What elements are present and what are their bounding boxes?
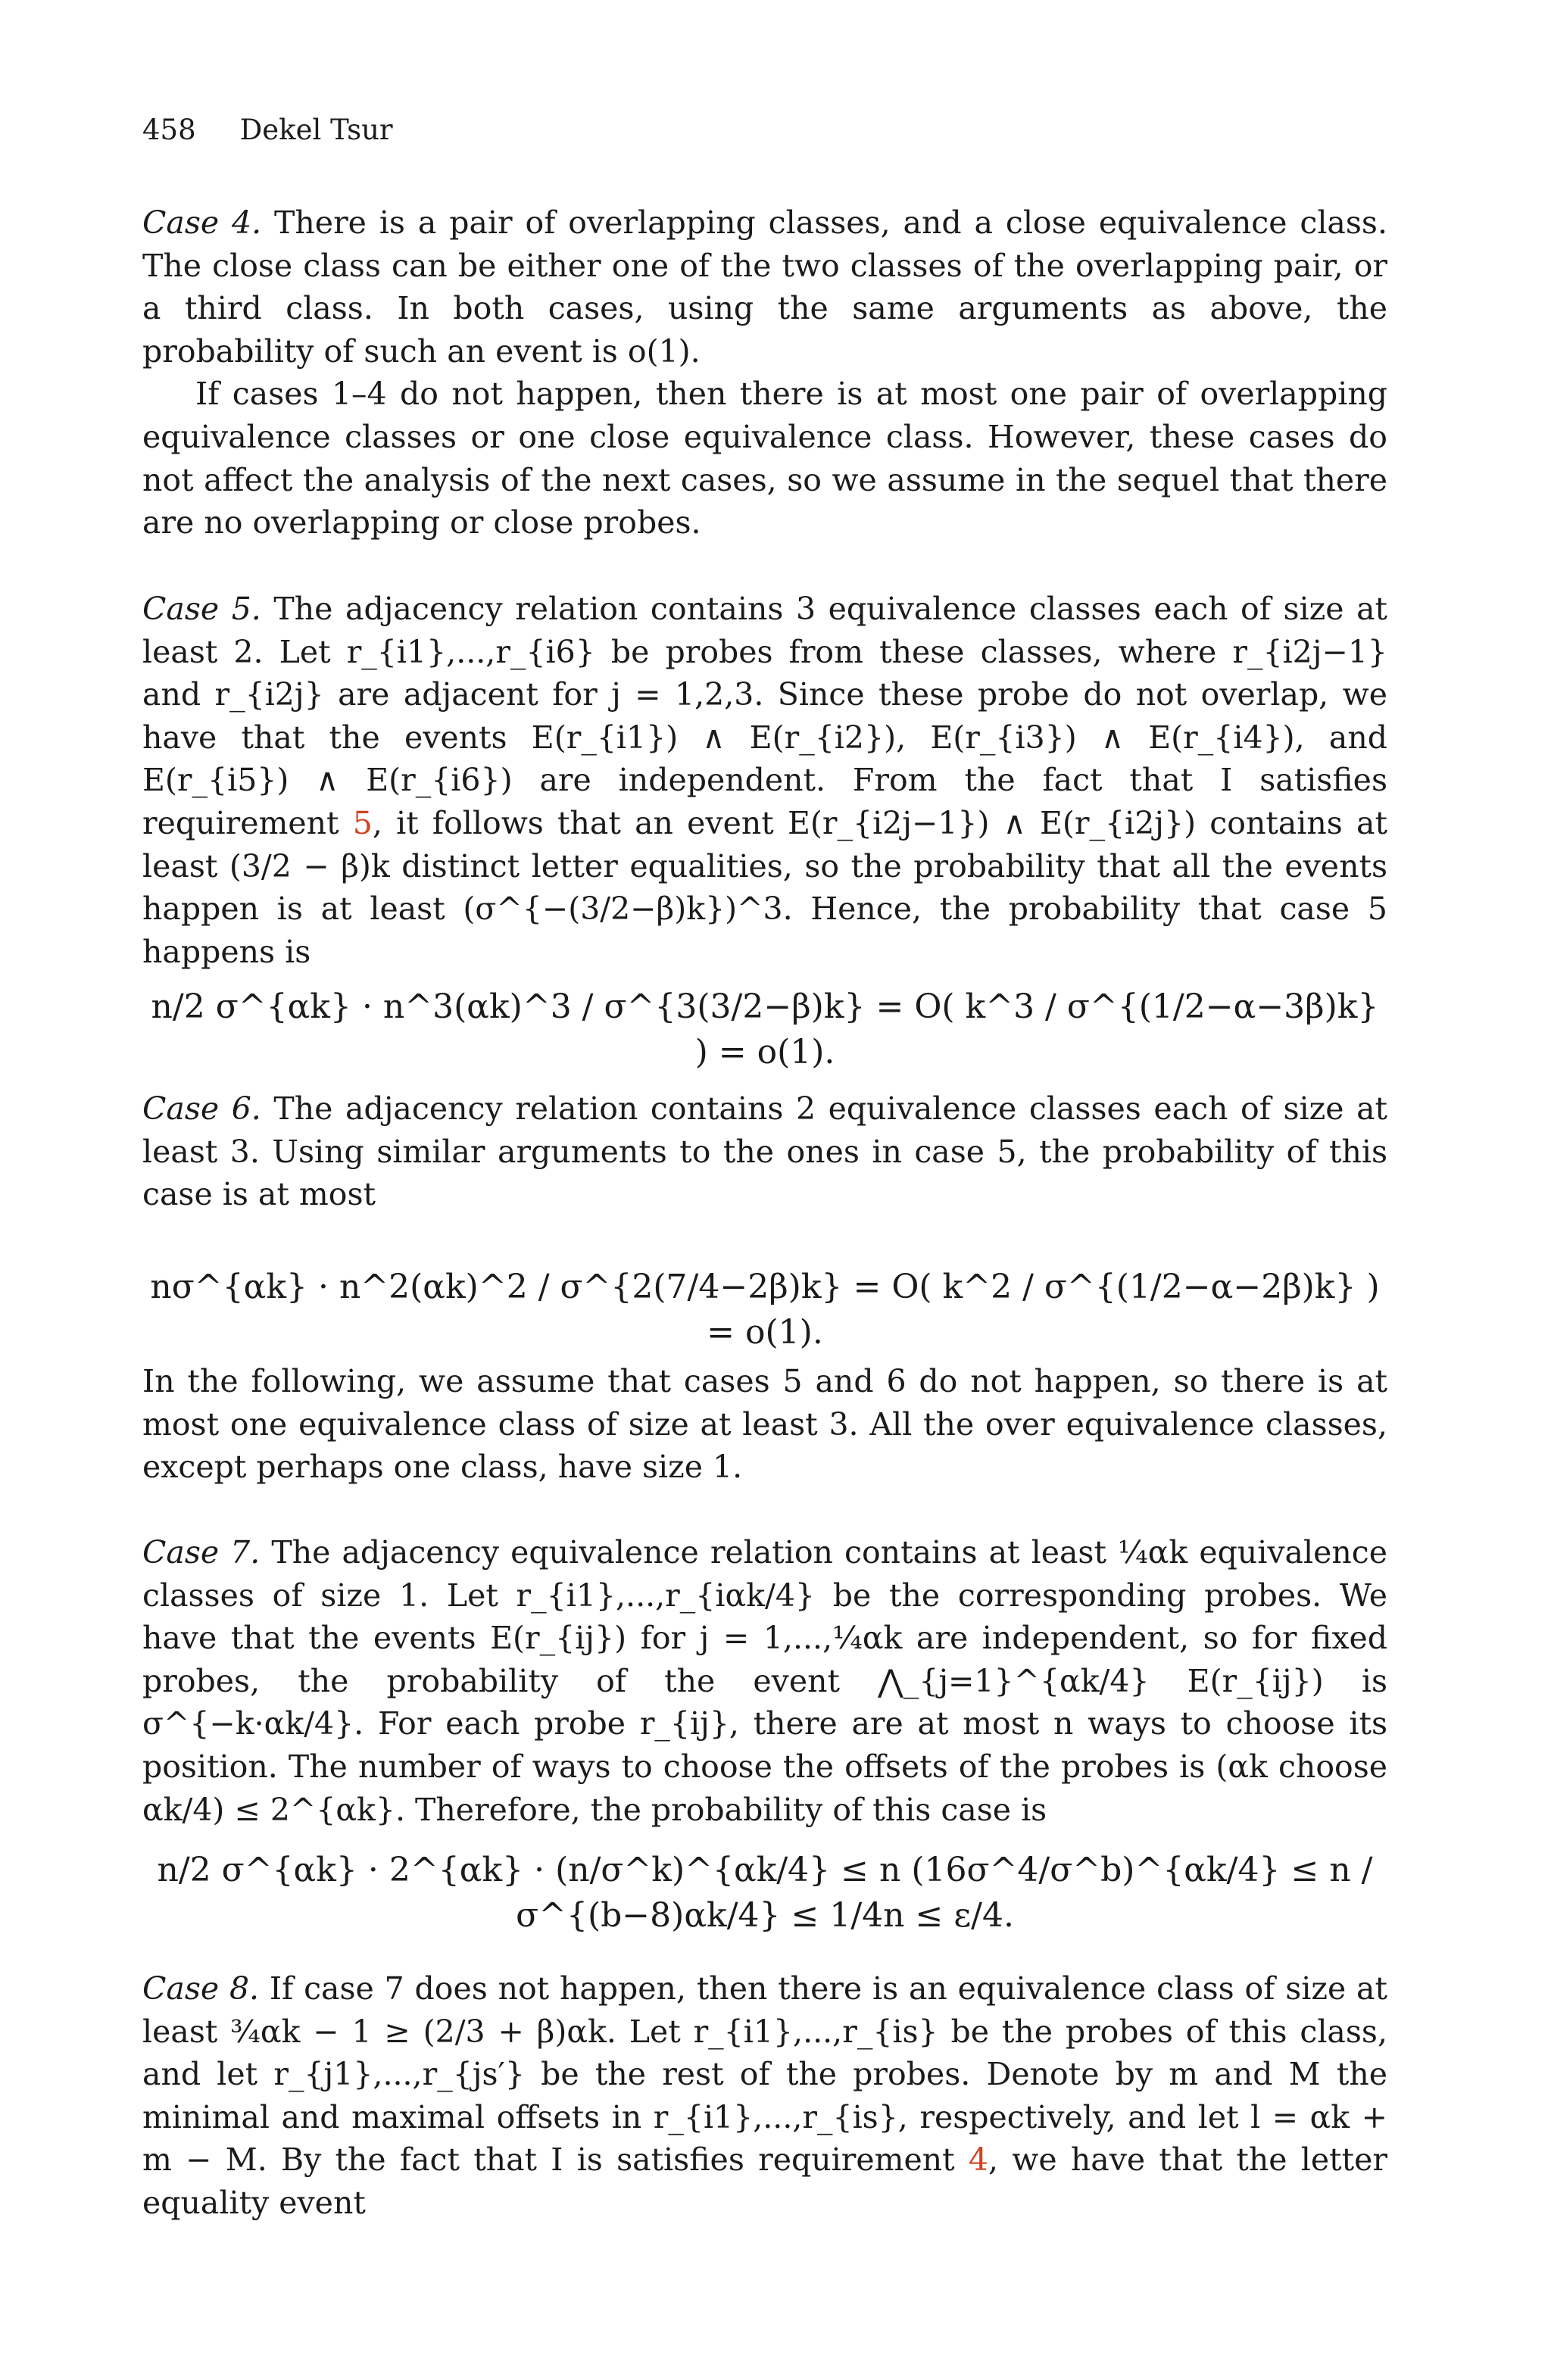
case4-text: There is a pair of overlapping classes, and a close equivalence class. The close class can be either one of the two classes of the overlapping pair, or a third class. In both cases, using the same arguments as above, the probability of such an event is o(1).	[142, 204, 1387, 370]
case5-equation-text: n/2 σ^{αk} · n^3(αk)^3 / σ^{3(3/2−β)k} = O( k^3 / σ^{(1/2−α−3β)k} ) = o(1).	[151, 987, 1379, 1071]
case8-block	[142, 1967, 1387, 2225]
case8-label: Case 8.	[142, 1970, 260, 2007]
case6-paragraph	[142, 1087, 1387, 1216]
case5-equation	[142, 984, 1387, 1075]
case6-equation	[142, 1265, 1387, 1355]
case8-text-b: , we have that the letter equality event	[142, 2141, 1387, 2221]
case5-label: Case 5.	[142, 591, 261, 627]
case5-block	[142, 588, 1387, 973]
running-header	[142, 114, 393, 146]
case7-paragraph	[142, 1531, 1387, 1831]
case7-block	[142, 1531, 1387, 1831]
case8-paragraph	[142, 1967, 1387, 2225]
case5-paragraph	[142, 588, 1387, 973]
case5-text-a: The adjacency relation contains 3 equivalence classes each of size at least 2. Let r_{i1},...,r_{i6} be probes from these classes, where r_{i2j−1} and r_{i2j} are adjacent for j = 1,2,3. Since these probe do not overlap, we have that the events E(r_{i1}) ∧ E(r_{i2}), E(r_{i3}) ∧ E(r_{i4}), and E(r_{i5}) ∧ E(r_{i6}) are independent. From the fact that I satisfies requirement	[142, 591, 1387, 841]
case6-equation-text: nσ^{αk} · n^2(αk)^2 / σ^{2(7/4−2β)k} = O( k^2 / σ^{(1/2−α−2β)k} ) = o(1).	[150, 1268, 1380, 1352]
after-case6-block	[142, 1360, 1387, 1489]
case4-paragraph	[142, 201, 1387, 373]
author-name: Dekel Tsur	[239, 114, 393, 146]
case6-text: The adjacency relation contains 2 equivalence classes each of size at least 3. Using similar arguments to the ones in case 5, the probability of this case is at most	[142, 1090, 1387, 1213]
case4-label: Case 4.	[142, 204, 262, 241]
case7-equation-text: n/2 σ^{αk} · 2^{αk} · (n/σ^k)^{αk/4} ≤ n (16σ^4/σ^b)^{αk/4} ≤ n / σ^{(b−8)αk/4} ≤ 1/4n ≤ ε/4.	[157, 1851, 1373, 1935]
case5-text-b: , it follows that an event E(r_{i2j−1}) ∧ E(r_{i2j}) contains at least (3/2 − β)k distinct letter equalities, so the probability that all the events happen is at least (σ^{−(3/2−β)k})^3. Hence, the probability that case 5 happens is	[142, 804, 1387, 970]
case7-equation	[142, 1848, 1387, 1939]
case7-text: The adjacency equivalence relation contains at least ¼αk equivalence classes of size 1. Let r_{i1},...,r_{iαk/4} be the corresponding probes. We have that the events E(r_{ij}) for j = 1,...,¼αk are independent, so for fixed probes, the probability of the event ⋀_{j=1}^{αk/4} E(r_{ij}) is σ^{−k·αk/4}. For each probe r_{ij}, there are at most n ways to choose its position. The number of ways to choose the offsets of the probes is (αk choose αk/4) ≤ 2^{αk}. Therefore, the probability of this case is	[142, 1534, 1387, 1828]
requirement-ref-4[interactable]: 4	[968, 2141, 988, 2179]
page-number: 458	[142, 114, 196, 146]
case7-label: Case 7.	[142, 1534, 261, 1571]
case6-label: Case 6.	[142, 1090, 261, 1127]
after-case4-paragraph: If cases 1–4 do not happen, then there is at most one pair of overlapping equivalence classes or one close equivalence class. However, these cases do not affect the analysis of the next cases, so we assume in the sequel that there are no overlapping or close probes.	[142, 376, 1387, 541]
requirement-ref-5[interactable]: 5	[352, 804, 373, 841]
case6-block	[142, 1087, 1387, 1216]
case8-text-a: If case 7 does not happen, then there is an equivalence class of size at least ¾αk − 1 ≥ (2/3 + β)αk. Let r_{i1},...,r_{is} be the probes of this class, and let r_{j1},...,r_{js′} be the rest of the probes. Denote by m and M the minimal and maximal offsets in r_{i1},...,r_{is}, respectively, and let l = αk + m − M. By the fact that I is satisfies requirement	[142, 1970, 1387, 2179]
case4-block	[142, 201, 1387, 544]
after-case6-paragraph: In the following, we assume that cases 5 and 6 do not happen, so there is at most one equivalence class of size at least 3. All the over equivalence classes, except perhaps one class, have size 1.	[142, 1363, 1387, 1486]
